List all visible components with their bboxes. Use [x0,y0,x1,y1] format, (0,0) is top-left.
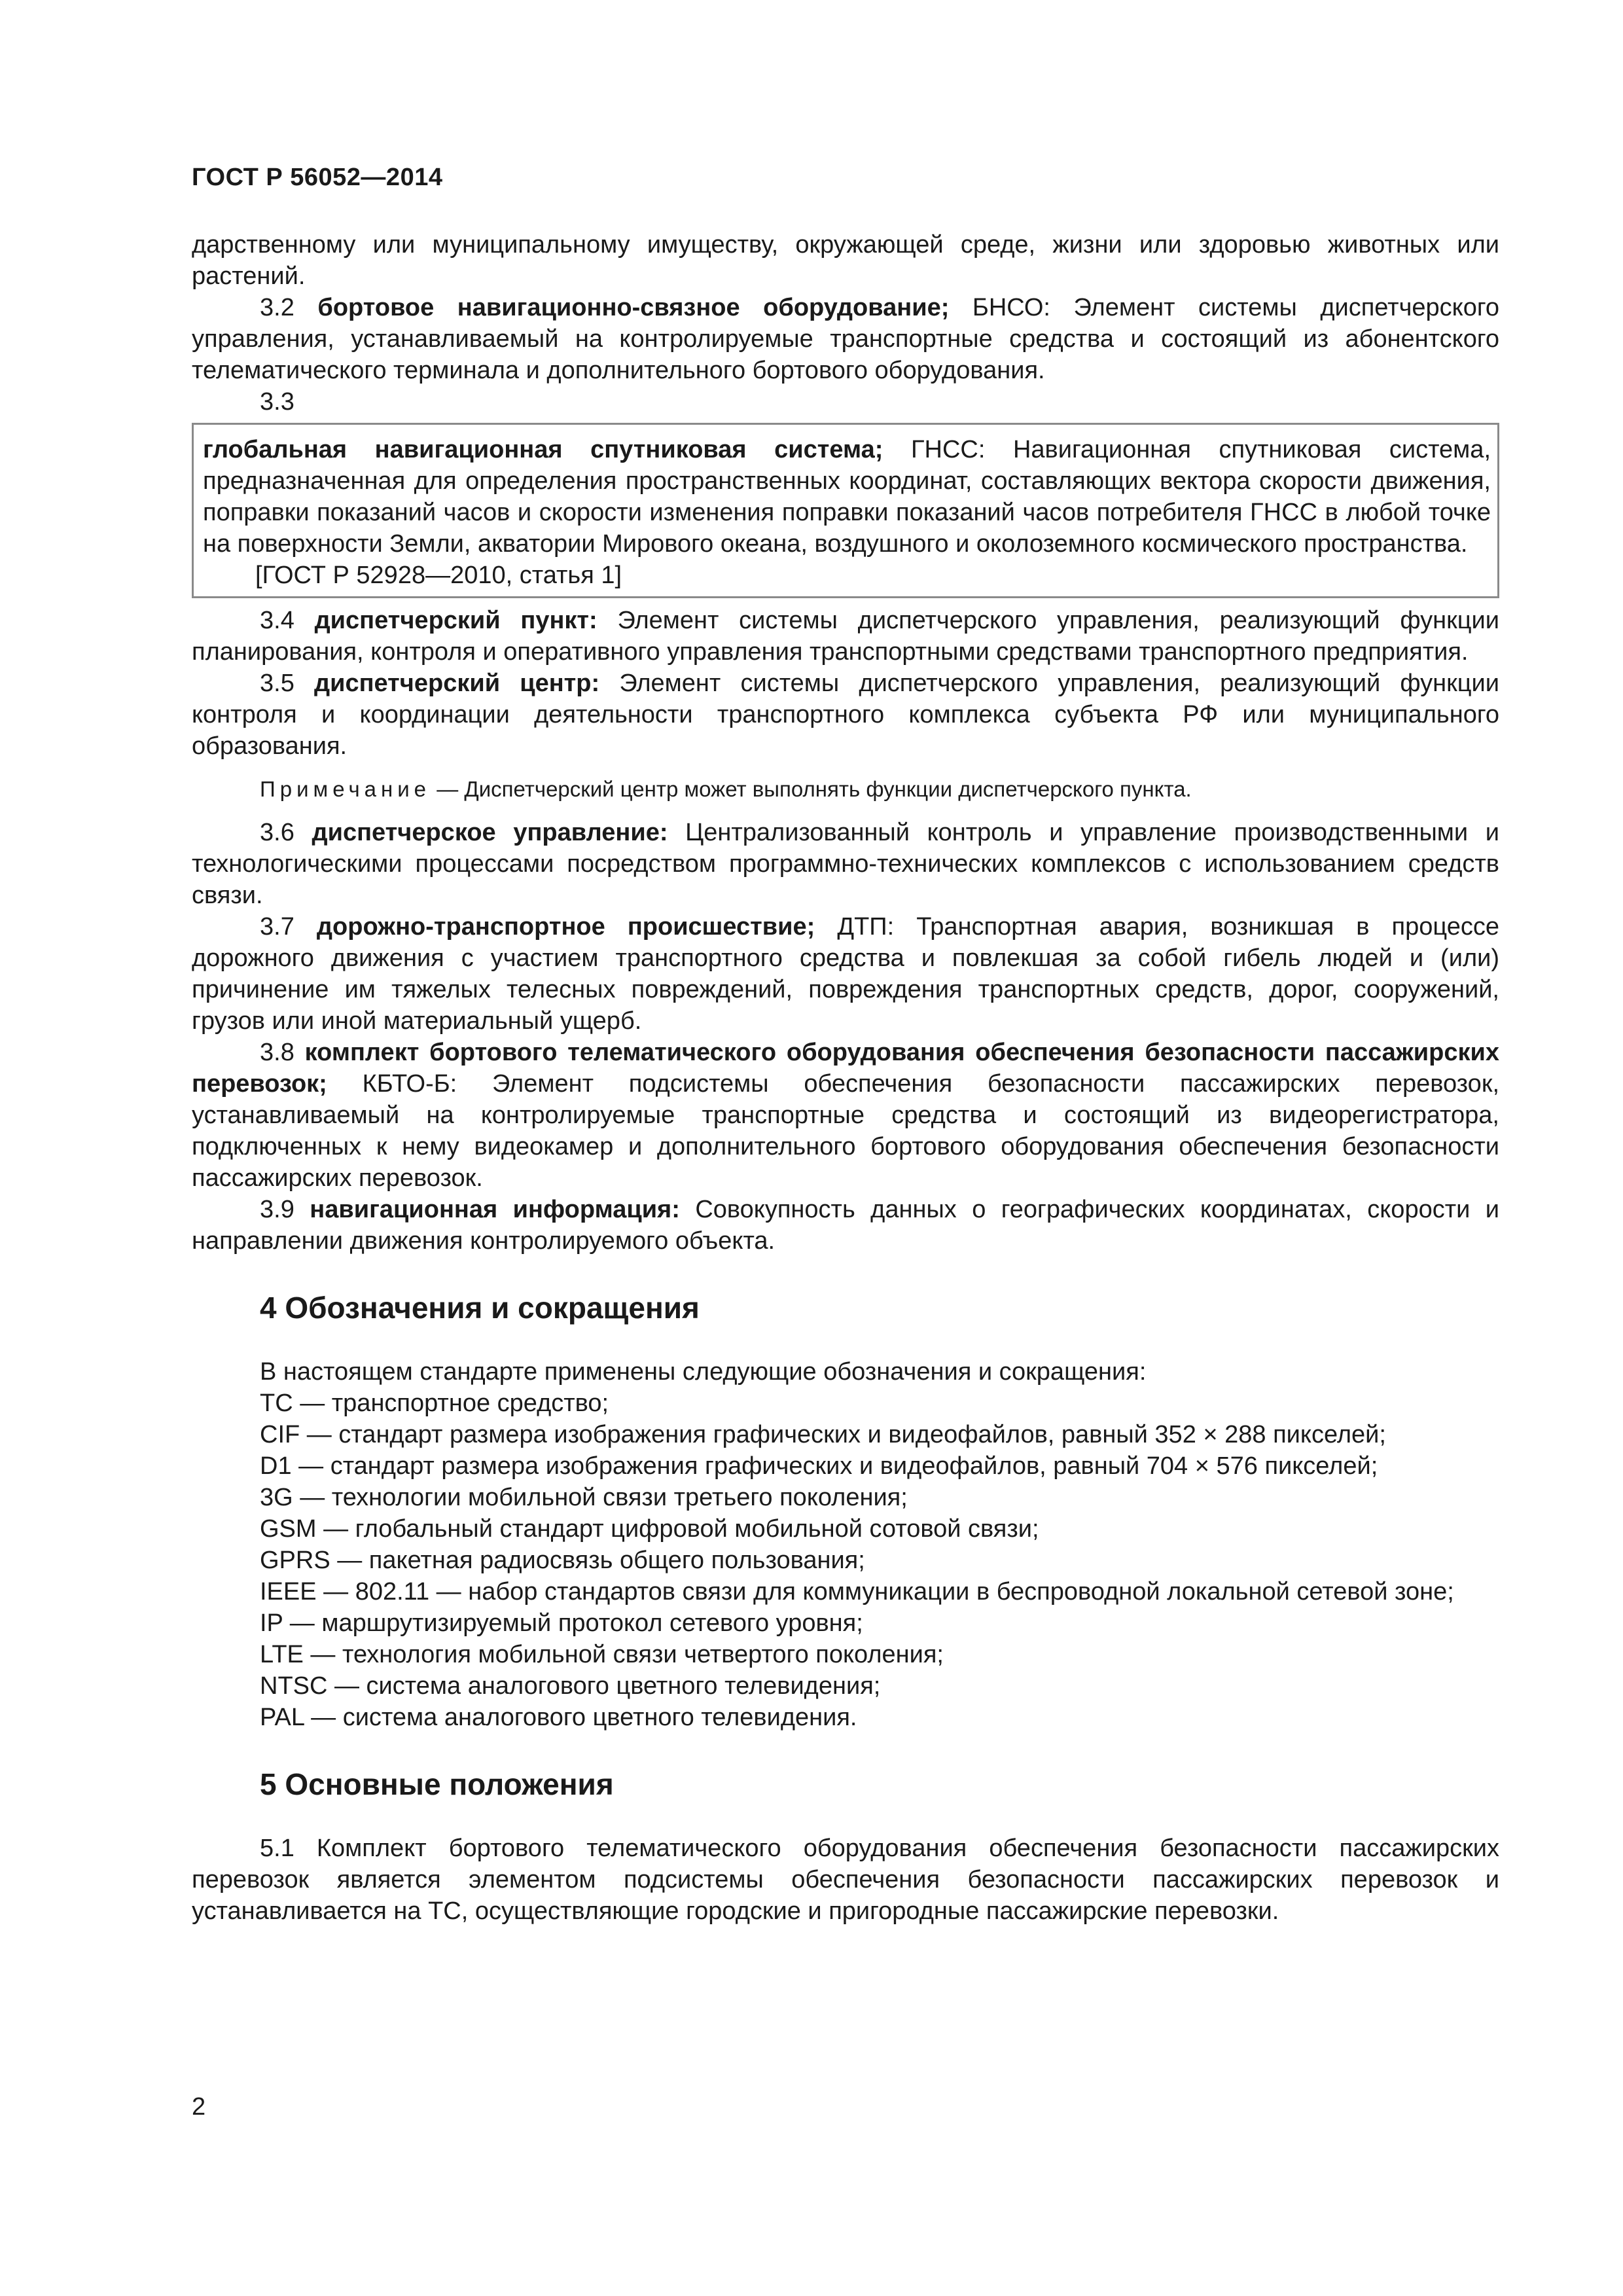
paragraph-5-1: 5.1 Комплект бортового телематического оборудования обеспечения безопасности пассажирских перевозок является элементом подсистемы обеспечения безопасности пассажирских перевозок и устанавливается на ТС, осуществляющие городские и пригородные пассажирские перевозки. [192,1835,1499,1925]
page-number: 2 [192,2093,206,2121]
abbreviations-list [192,1356,1499,1733]
term-3-5 [192,668,1499,762]
term-definition: ДТП: Транспортная авария, возникшая в процессе дорожного движения с участием транспортного средства и повлекшая за собой гибель людей и (или) причинение им тяжелых телесных повреждений, повреждения транспортных средств, дорог, сооружений, грузов или иной материальный ущерб. [192,913,1500,1035]
term-title: дорожно-транспортное происшествие; [316,913,815,941]
term-number: 3.2 [260,294,294,321]
term-definition: Элемент системы диспетчерского управления, реализующий функции планирования, контроля и оперативного управления транспортными средствами транспортного предприятия. [192,607,1499,666]
term-3-9 [192,1194,1499,1257]
term-title: комплект бортового телематического оборудования обеспечения безопасности пассажирских перевозок; [192,1039,1499,1098]
term-title: диспетчерское управление: [312,819,668,846]
term-number: 3.5 [260,670,294,697]
term-title: диспетчерский центр: [313,670,600,697]
list-item: IEEE — 802.11 — набор стандартов связи для коммуникации в беспроводной локальной сетевой зоне; [260,1578,1454,1605]
term-title: бортовое навигационно-связное оборудование; [317,294,950,321]
term-title: глобальная навигационная спутниковая система; [203,436,883,463]
term-3-7 [192,911,1499,1037]
list-item: PAL — система аналогового цветного телевидения. [260,1704,857,1731]
section-5-heading: 5 Основные положения [260,1767,614,1801]
list-item: GSM — глобальный стандарт цифровой мобильной сотовой связи; [260,1515,1039,1543]
term-definition: Совокупность данных о географических координатах, скорости и направлении движения контролируемого объекта. [192,1196,1499,1255]
term-3-6 [192,817,1499,911]
note-text: — Диспетчерский центр может выполнять функции диспетчерского пункта. [437,777,1192,801]
term-3-3 [203,434,1491,560]
list-item: NTSC — система аналогового цветного телевидения; [260,1672,881,1700]
list-lead: В настоящем стандарте применены следующие обозначения и сокращения: [260,1358,1147,1386]
term-definition: Централизованный контроль и управление производственными и технологическими процессами посредством программно-технических комплексов с использованием средств связи. [192,819,1500,909]
term-definition: КБТО-Б: Элемент подсистемы обеспечения безопасности пассажирских перевозок, устанавливаемый на контролируемые транспортные средства и состоящий из видеорегистратора, подключенных к нему видеокамер и дополнительного бортового оборудования обеспечения безопасности пассажирских перевозок. [192,1070,1499,1192]
term-number: 3.6 [260,819,294,846]
term-number: 3.4 [260,607,294,634]
list-item: LTE — технология мобильной связи четвертого поколения; [260,1641,944,1668]
term-definition: Элемент системы диспетчерского управления, реализующий функции контроля и координации деятельности транспортного комплекса субъекта РФ или муниципального образования. [192,670,1499,760]
term-3-4 [192,605,1499,668]
list-item: GPRS — пакетная радиосвязь общего пользования; [260,1547,865,1574]
list-item: 3G — технологии мобильной связи третьего поколения; [260,1484,908,1511]
term-3-3-box [192,423,1499,598]
term-3-3-number: 3.3 [260,388,294,416]
term-number: 3.8 [260,1039,294,1066]
list-item: D1 — стандарт размера изображения графических и видеофайлов, равный 704 × 576 пикселей; [260,1452,1378,1480]
term-definition: ГНСС: Навигационная спутниковая система, предназначенная для определения пространственных координат, составляющих вектора скорости движения, поправки показаний часов и скорости изменения поправки показаний часов потребителя ГНСС в любой точке на поверхности Земли, акватории Мирового океана, воздушного и околоземного космического пространства. [203,436,1491,558]
document-body [192,229,1499,1927]
list-item: IP — маршрутизируемый протокол сетевого уровня; [260,1609,863,1637]
list-item: ТС — транспортное средство; [260,1390,609,1417]
term-number: 3.9 [260,1196,294,1223]
note-paragraph [192,774,1499,805]
term-3-8 [192,1037,1499,1194]
term-title: навигационная информация: [310,1196,680,1223]
intro-paragraph: дарственному или муниципальному имуществу, окружающей среде, жизни или здоровью животных или растений. [192,231,1499,290]
note-label: Примечание [260,777,431,801]
term-3-2 [192,292,1499,386]
term-number: 3.7 [260,913,294,941]
term-definition: БНСО: Элемент системы диспетчерского управления, устанавливаемый на контролируемые транспортные средства и состоящий из абонентского телематического терминала и дополнительного бортового оборудования. [192,294,1499,384]
term-title: диспетчерский пункт: [314,607,597,634]
document-header: ГОСТ Р 56052—2014 [192,164,443,191]
section-4-heading: 4 Обозначения и сокращения [260,1291,700,1325]
list-item: CIF — стандарт размера изображения графических и видеофайлов, равный 352 × 288 пикселей; [260,1421,1386,1448]
term-source-reference: [ГОСТ Р 52928—2010, статья 1] [255,562,622,589]
